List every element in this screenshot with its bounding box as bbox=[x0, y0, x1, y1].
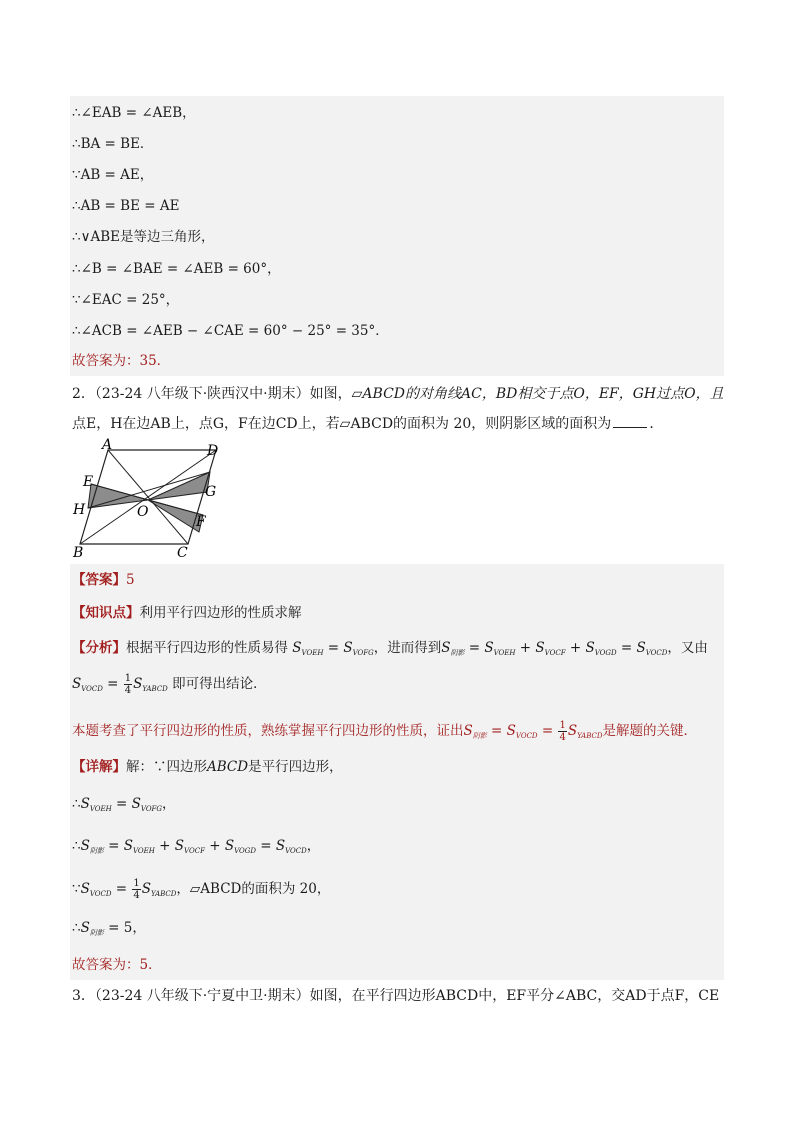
analysis-line-1: 【分析】根据平行四边形的性质易得 $S_{VOEH} = S_{VOFG}$，进而得到$S_{阴影} = S_{VOEH} + S_{VOCF} + S_{VOGD} = S_{VOCD}$，又由 bbox=[72, 640, 708, 657]
q2-line-2: 点E，H在边AB上，点G，F在边CD上，若▱ABCD的面积为 20，则阴影区域的面积为 ． bbox=[72, 416, 664, 432]
detail-step-4: $\therefore S_{阴影} = 5$， bbox=[72, 920, 146, 937]
prev-line-3: ∵AB = AE， bbox=[72, 167, 154, 183]
analysis-line-2: $S_{VOCD}$ = $\frac{1}{4}$ $S_{YABCD}$ 即可得出结论． bbox=[72, 673, 267, 696]
prev-line-1: ∴∠EAB = ∠AEB， bbox=[72, 105, 196, 121]
prev-line-7: ∵∠EAC = 25°， bbox=[72, 292, 180, 308]
label-d: D bbox=[207, 443, 219, 459]
q2-line-1: 2．（23-24 八年级下·陕西汉中·期末）如图，▱ABCD的对角线AC，BD相交于点O，EF，GH过点O，且 bbox=[72, 386, 724, 402]
prev-answer: 故答案为：35． bbox=[72, 353, 171, 369]
fraction-one-quarter: $\frac{1}{4}$ bbox=[559, 720, 566, 743]
knowledge-point-line: 【知识点】利用平行四边形的性质求解 bbox=[72, 605, 302, 621]
label-e: E bbox=[83, 474, 94, 490]
parallelogram-symbol: ▱ bbox=[189, 881, 201, 897]
label-c: C bbox=[177, 545, 188, 561]
answer-blank bbox=[613, 415, 647, 428]
prev-line-2: ∴BA = BE． bbox=[72, 136, 154, 152]
label-g: G bbox=[205, 484, 217, 500]
label-a: A bbox=[102, 438, 113, 453]
q3-line-1: 3．（23-24 八年级下·宁夏中卫·期末）如图，在平行四边形ABCD中，EF平分∠ABC，交AD于点F，CE bbox=[72, 988, 720, 1004]
label-h: H bbox=[73, 502, 86, 518]
shade-right-top bbox=[148, 472, 210, 500]
prev-line-5: ∴∨ABE是等边三角形， bbox=[72, 229, 215, 245]
shade-right-bottom bbox=[148, 500, 203, 532]
label-b: B bbox=[73, 545, 84, 561]
note-line: 本题考查了平行四边形的性质，熟练掌握平行四边形的性质，证出$S_{阴影} = S_{VOCD}$ = $\frac{1}{4}$ $S_{YABCD}$是解题的关键． bbox=[72, 720, 697, 743]
label-f: F bbox=[196, 514, 206, 530]
detail-step-2: $\therefore S_{阴影} = S_{VOEH} + S_{VOCF} + S_{VOGD} = S_{VOCD}$， bbox=[72, 838, 321, 855]
answer-line: 【答案】5 bbox=[72, 572, 135, 588]
fraction-one-quarter: $\frac{1}{4}$ bbox=[124, 673, 132, 696]
detail-step-3: $\because S_{VOCD}$ = $\frac{1}{4}$ $S_{YABCD}$，▱ABCD的面积为 20， bbox=[72, 878, 331, 901]
parallelogram-symbol: ▱ bbox=[339, 416, 351, 432]
prev-line-4: ∴AB = BE = AE bbox=[72, 198, 180, 214]
prev-line-6: ∴∠B = ∠BAE = ∠AEB = 60°， bbox=[72, 261, 281, 277]
final-answer: 故答案为：5． bbox=[72, 957, 162, 973]
fraction-one-quarter: $\frac{1}{4}$ bbox=[133, 878, 140, 901]
label-o: O bbox=[137, 504, 149, 520]
parallelogram-figure bbox=[70, 438, 230, 564]
detail-line: 【详解】解：∵四边形ABCD是平行四边形， bbox=[72, 759, 343, 775]
detail-step-1: $\therefore S_{VOEH} = S_{VOFG}$， bbox=[72, 796, 176, 813]
parallelogram-symbol: ▱ bbox=[351, 386, 363, 402]
prev-line-8: ∴∠ACB = ∠AEB − ∠CAE = 60° − 25° = 35°． bbox=[72, 323, 389, 339]
